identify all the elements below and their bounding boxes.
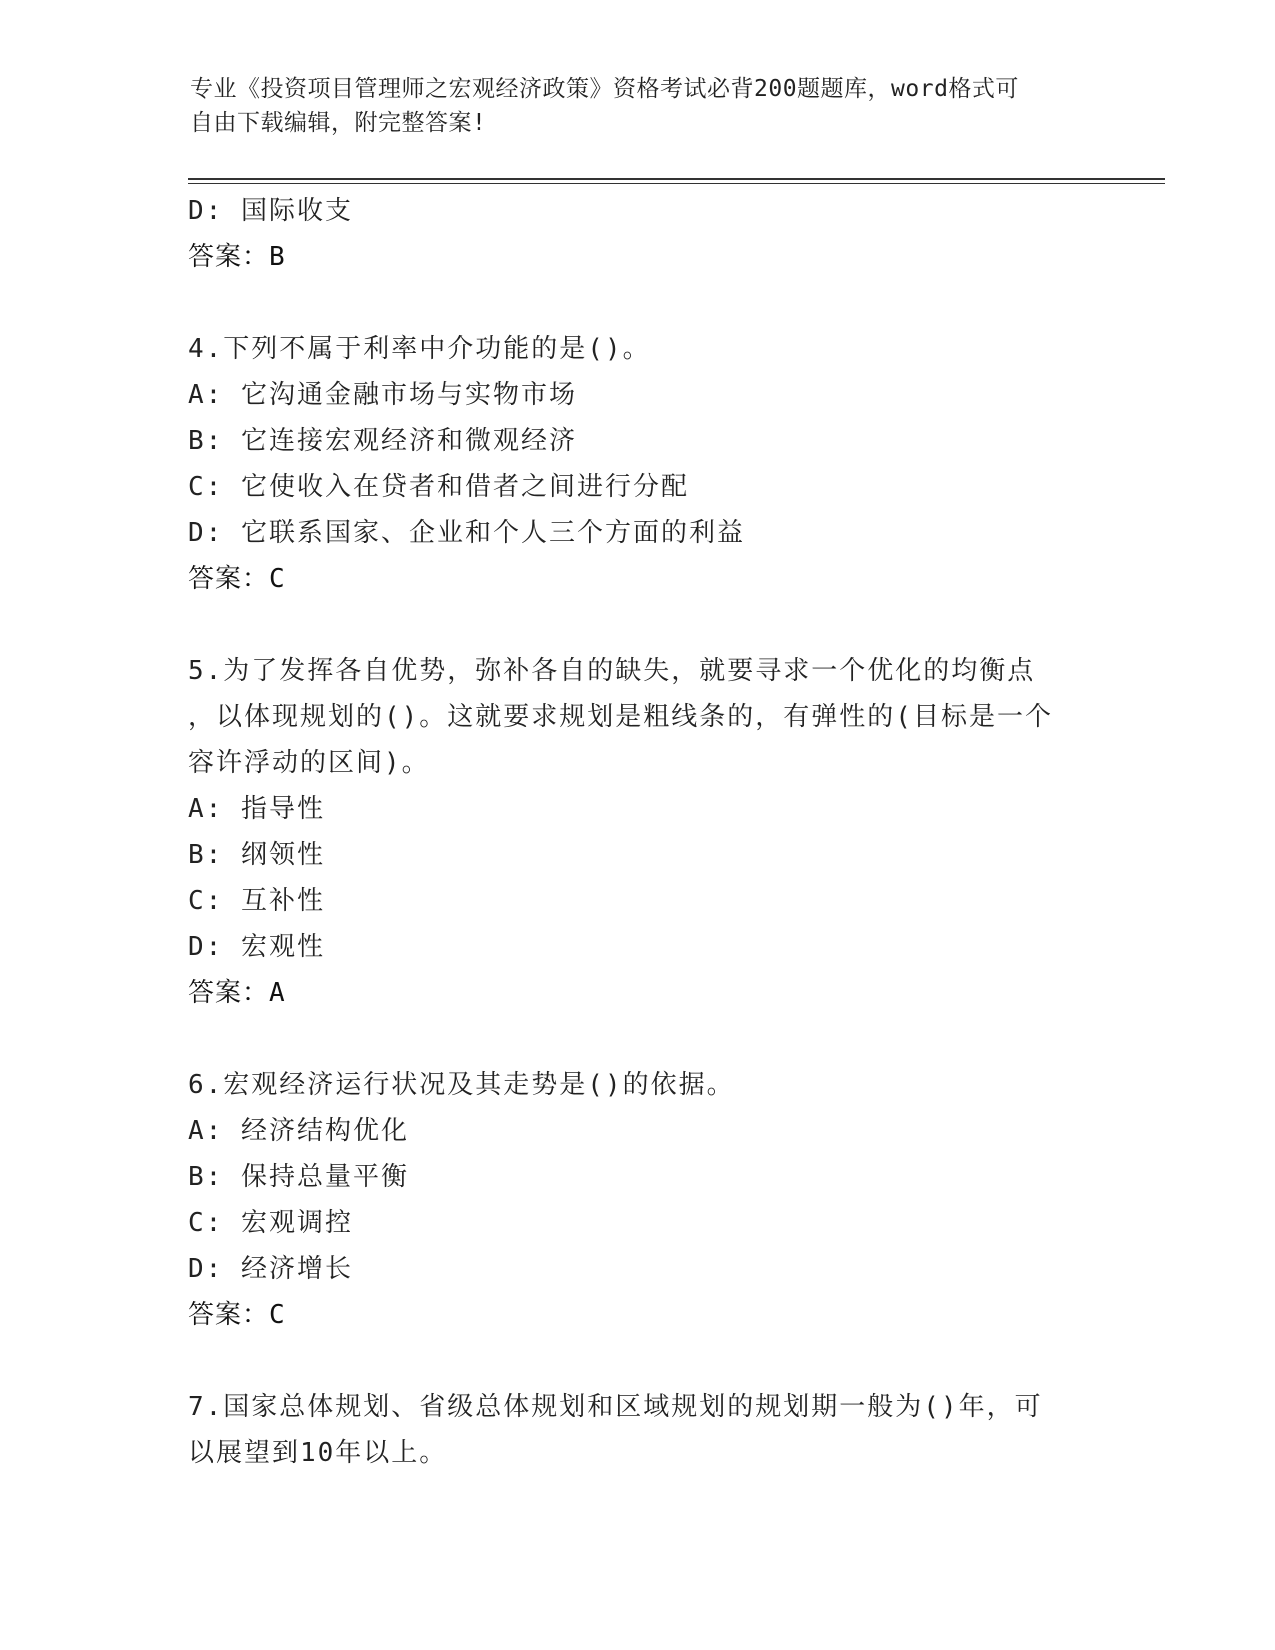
answer-value: C (269, 564, 286, 594)
option-c: C: 它使收入在贷者和借者之间进行分配 (188, 472, 689, 502)
spacer (188, 1016, 1088, 1062)
question-text-line-3: 容许浮动的区间)。 (188, 748, 430, 778)
document-header (190, 72, 1090, 140)
question-text-line-1: 5.为了发挥各自优势，弥补各自的缺失，就要寻求一个优化的均衡点 (188, 656, 1036, 686)
answer-label: 答案： (188, 978, 270, 1008)
spacer (188, 602, 1088, 648)
answer-value: B (269, 242, 286, 272)
answer-label: 答案： (188, 242, 270, 272)
header-divider-thin (188, 183, 1165, 184)
question-text-line-2: 以展望到10年以上。 (188, 1438, 448, 1468)
option-d: D: 经济增长 (188, 1254, 353, 1284)
question-list (188, 188, 1088, 1476)
option-b: B: 纲领性 (188, 840, 325, 870)
answer-label: 答案： (188, 564, 270, 594)
answer-line (188, 970, 1088, 1016)
question-text: 6.宏观经济运行状况及其走势是()的依据。 (188, 1070, 735, 1100)
spacer (188, 280, 1088, 326)
option-a: A: 它沟通金融市场与实物市场 (188, 380, 577, 410)
answer-value: C (269, 1300, 286, 1330)
option-d: D: 它联系国家、企业和个人三个方面的利益 (188, 518, 745, 548)
question-6 (188, 1062, 1088, 1338)
answer-value: A (269, 978, 286, 1008)
answer-line (188, 234, 1088, 280)
question-text-line-1: 7.国家总体规划、省级总体规划和区域规划的规划期一般为()年，可 (188, 1392, 1043, 1422)
header-line-2: 自由下载编辑，附完整答案! (190, 110, 487, 136)
spacer (188, 1338, 1088, 1384)
option-a: A: 经济结构优化 (188, 1116, 409, 1146)
header-line-1: 专业《投资项目管理师之宏观经济政策》资格考试必背200题题库，word格式可 (190, 76, 1019, 102)
option-a: A: 指导性 (188, 794, 325, 824)
option-d: D: 国际收支 (188, 196, 353, 226)
question-4 (188, 326, 1088, 602)
question-3 (188, 188, 1088, 280)
question-text: 4.下列不属于利率中介功能的是()。 (188, 334, 651, 364)
answer-label: 答案： (188, 1300, 270, 1330)
question-5 (188, 648, 1088, 1016)
header-divider-thick (188, 178, 1165, 180)
question-7 (188, 1384, 1088, 1476)
option-c: C: 互补性 (188, 886, 325, 916)
answer-line (188, 556, 1088, 602)
answer-line (188, 1292, 1088, 1338)
option-b: B: 它连接宏观经济和微观经济 (188, 426, 577, 456)
option-d: D: 宏观性 (188, 932, 325, 962)
option-b: B: 保持总量平衡 (188, 1162, 409, 1192)
option-c: C: 宏观调控 (188, 1208, 353, 1238)
question-text-line-2: ，以体现规划的()。这就要求规划是粗线条的，有弹性的(目标是一个 (188, 702, 1053, 732)
